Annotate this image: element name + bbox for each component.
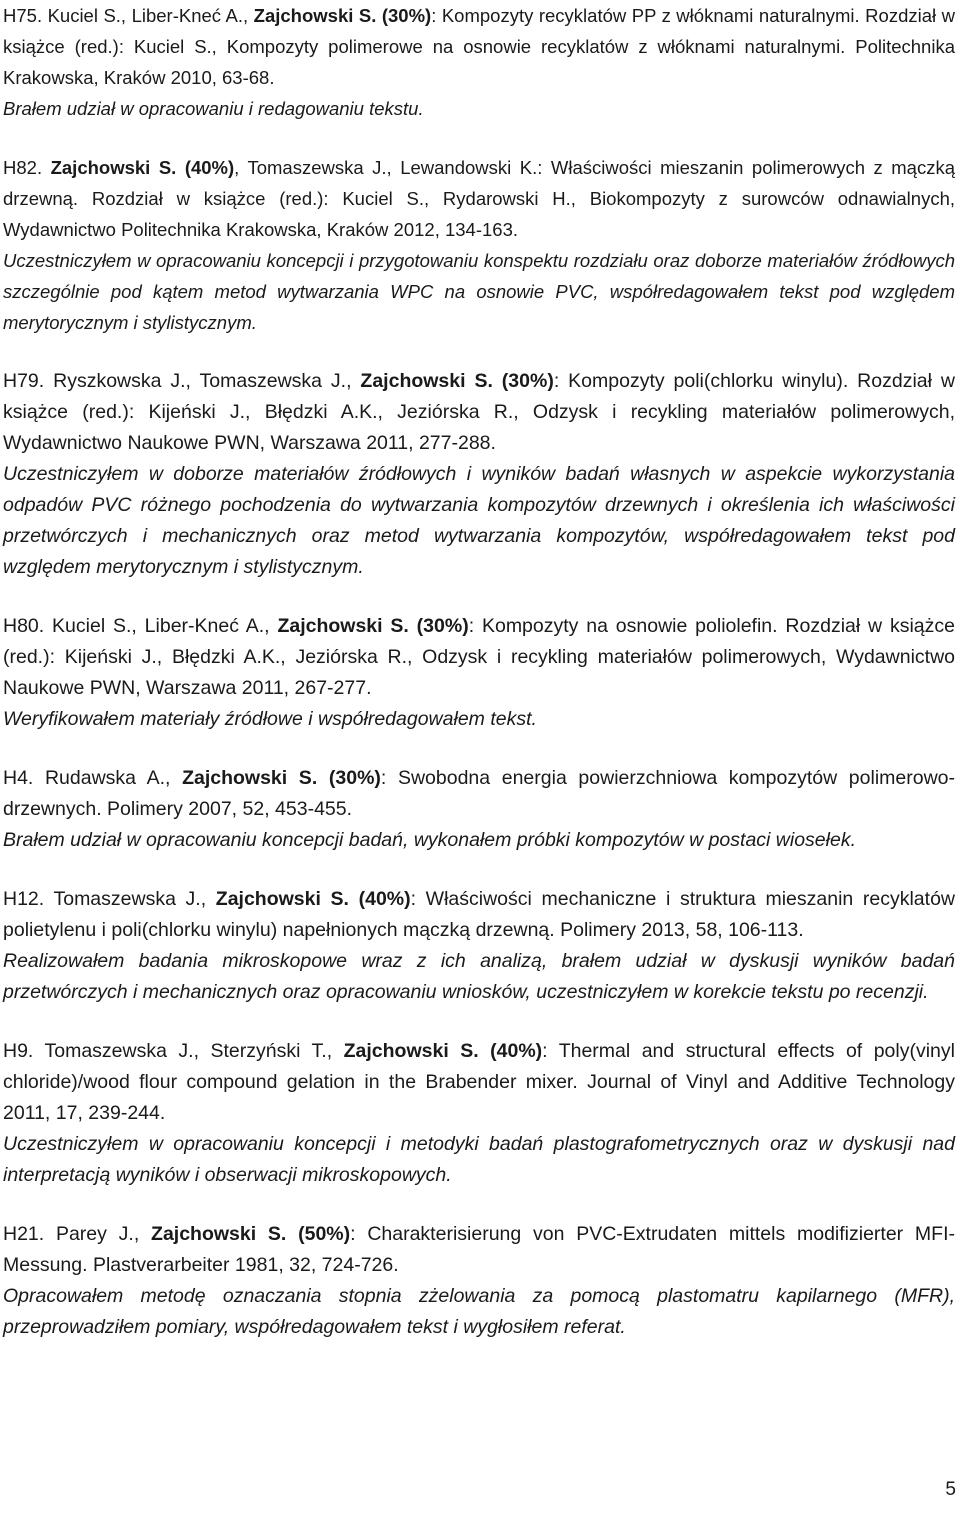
reference-prefix: H4. Rudawska A., xyxy=(3,767,183,789)
reference-author-highlight: Zajchowski S. xyxy=(215,888,349,910)
publication-entry-h79 xyxy=(3,366,955,583)
reference-share: (30%) xyxy=(376,5,432,26)
reference-author-highlight: Zajchowski S. xyxy=(182,767,318,789)
reference-details: : Kompozyty poli(chlorku winylu). Rozdział w książce (red.): Kijeński J., Błędzki A.K., Jeziórska R., Odzysk i recykling materiałów polimerowych, Wydawnictwo Naukowe PWN, Warszawa 2011, 277-288. xyxy=(3,370,955,454)
publication-reference xyxy=(3,611,955,704)
reference-details: : Thermal and structural effects of poly(vinyl chloride)/wood flour compound gelation in the Brabender mixer. Journal of Vinyl and Additive Technology 2011, 17, 239-244. xyxy=(3,1040,955,1124)
reference-details: : Swobodna energia powierzchniowa kompozytów polimerowo-drzewnych. Polimery 2007, 52, 453-455. xyxy=(3,767,956,820)
publication-reference xyxy=(3,763,955,825)
reference-share: (50%) xyxy=(286,1223,351,1245)
publication-entry-h4 xyxy=(3,763,955,856)
reference-prefix: H75. Kuciel S., Liber-Kneć A., xyxy=(3,5,254,26)
reference-prefix: H79. Ryszkowska J., Tomaszewska J., xyxy=(3,370,361,392)
contribution-statement: Weryfikowałem materiały źródłowe i współredagowałem tekst. xyxy=(3,708,537,730)
publication-entry-h21 xyxy=(3,1219,955,1343)
reference-prefix: H82. xyxy=(3,157,51,178)
reference-share: (40%) xyxy=(348,888,411,910)
reference-share: (30%) xyxy=(408,615,469,637)
publication-entry-h82 xyxy=(3,152,955,338)
reference-author-highlight: Zajchowski S. xyxy=(277,615,409,637)
publication-entry-h12 xyxy=(3,884,955,1008)
reference-prefix: H80. Kuciel S., Liber-Kneć A., xyxy=(3,615,278,637)
reference-share: (40%) xyxy=(478,1040,543,1062)
reference-author-highlight: Zajchowski S. xyxy=(151,1223,287,1245)
reference-prefix: H12. Tomaszewska J., xyxy=(3,888,216,910)
publication-reference xyxy=(3,1036,955,1129)
publication-reference xyxy=(3,1219,955,1281)
publication-reference xyxy=(3,366,955,459)
reference-author-highlight: Zajchowski S. xyxy=(360,370,493,392)
publication-reference xyxy=(3,152,955,245)
page-number: 5 xyxy=(945,1479,956,1500)
reference-share: (30%) xyxy=(492,370,554,392)
reference-prefix: H9. Tomaszewska J., Sterzyński T., xyxy=(3,1040,344,1062)
reference-details: : Właściwości mechaniczne i struktura mieszanin recyklatów polietylenu i poli(chlorku winylu) napełnionych mączką drzewną. Polimery 2013, 58, 106-113. xyxy=(3,888,955,941)
reference-details: , Tomaszewska J., Lewandowski K.: Właściwości mieszanin polimerowych z mączką drzewną. Rozdział w książce (red.): Kuciel S., Rydarowski H., Biokompozyty z surowców odnawialnych, Wydawnictwo Politechnika Krakowska, Kraków 2012, 134-163. xyxy=(3,157,955,240)
reference-prefix: H21. Parey J., xyxy=(3,1223,152,1245)
publication-entry-h80 xyxy=(3,611,955,735)
reference-author-highlight: Zajchowski S. xyxy=(343,1040,479,1062)
reference-author-highlight: Zajchowski S. xyxy=(253,5,377,26)
contribution-statement: Realizowałem badania mikroskopowe wraz z ich analizą, brałem udział w dyskusji wyników badań przetwórczych i mechanicznych oraz opracowaniu wniosków, uczestniczyłem w korekcie tekstu po recenzji. xyxy=(3,950,955,1003)
contribution-statement: Brałem udział w opracowaniu koncepcji badań, wykonałem próbki kompozytów w postaci wiosełek. xyxy=(3,829,856,851)
publication-reference xyxy=(3,884,955,946)
reference-details: : Kompozyty recyklatów PP z włóknami naturalnymi. Rozdział w książce (red.): Kuciel S., Kompozyty polimerowe na osnowie recyklatów z włóknami naturalnymi. Politechnika Krakowska, Kraków 2010, 63-68. xyxy=(3,5,955,88)
reference-author-highlight: Zajchowski S. xyxy=(50,157,177,178)
publication-reference xyxy=(3,0,955,93)
reference-details: : Kompozyty na osnowie poliolefin. Rozdział w książce (red.): Kijeński J., Błędzki A.K., Jeziórska R., Odzysk i recykling materiałów polimerowych, Wydawnictwo Naukowe PWN, Warszawa 2011, 267-277. xyxy=(3,615,955,699)
contribution-statement: Brałem udział w opracowaniu i redagowaniu tekstu. xyxy=(3,98,424,119)
document-page xyxy=(3,0,955,1371)
publication-entry-h75 xyxy=(3,0,955,124)
contribution-statement: Uczestniczyłem w opracowaniu koncepcji i metodyki badań plastografometrycznych oraz w dyskusji nad interpretacją wyników i obserwacji mikroskopowych. xyxy=(3,1133,955,1186)
reference-share: (40%) xyxy=(176,157,235,178)
contribution-statement: Opracowałem metodę oznaczania stopnia zżelowania za pomocą plastomatru kapilarnego (MFR), przeprowadziłem pomiary, współredagowałem tekst i wygłosiłem referat. xyxy=(3,1285,955,1338)
publication-entry-h9 xyxy=(3,1036,955,1191)
reference-share: (30%) xyxy=(317,767,381,789)
contribution-statement: Uczestniczyłem w doborze materiałów źródłowych i wyników badań własnych w aspekcie wykorzystania odpadów PVC różnego pochodzenia do wytwarzania kompozytów drzewnych i określenia ich właściwości przetwórczych i mechanicznych oraz metod wytwarzania kompozytów, współredagowałem tekst pod względem merytorycznym i stylistycznym. xyxy=(3,463,955,578)
contribution-statement: Uczestniczyłem w opracowaniu koncepcji i przygotowaniu konspektu rozdziału oraz doborze materiałów źródłowych szczególnie pod kątem metod wytwarzania WPC na osnowie PVC, współredagowałem tekst pod względem merytorycznym i stylistycznym. xyxy=(3,250,955,333)
reference-details: : Charakterisierung von PVC-Extrudaten mittels modifizierter MFI-Messung. Plastverarbeiter 1981, 32, 724-726. xyxy=(3,1223,956,1276)
